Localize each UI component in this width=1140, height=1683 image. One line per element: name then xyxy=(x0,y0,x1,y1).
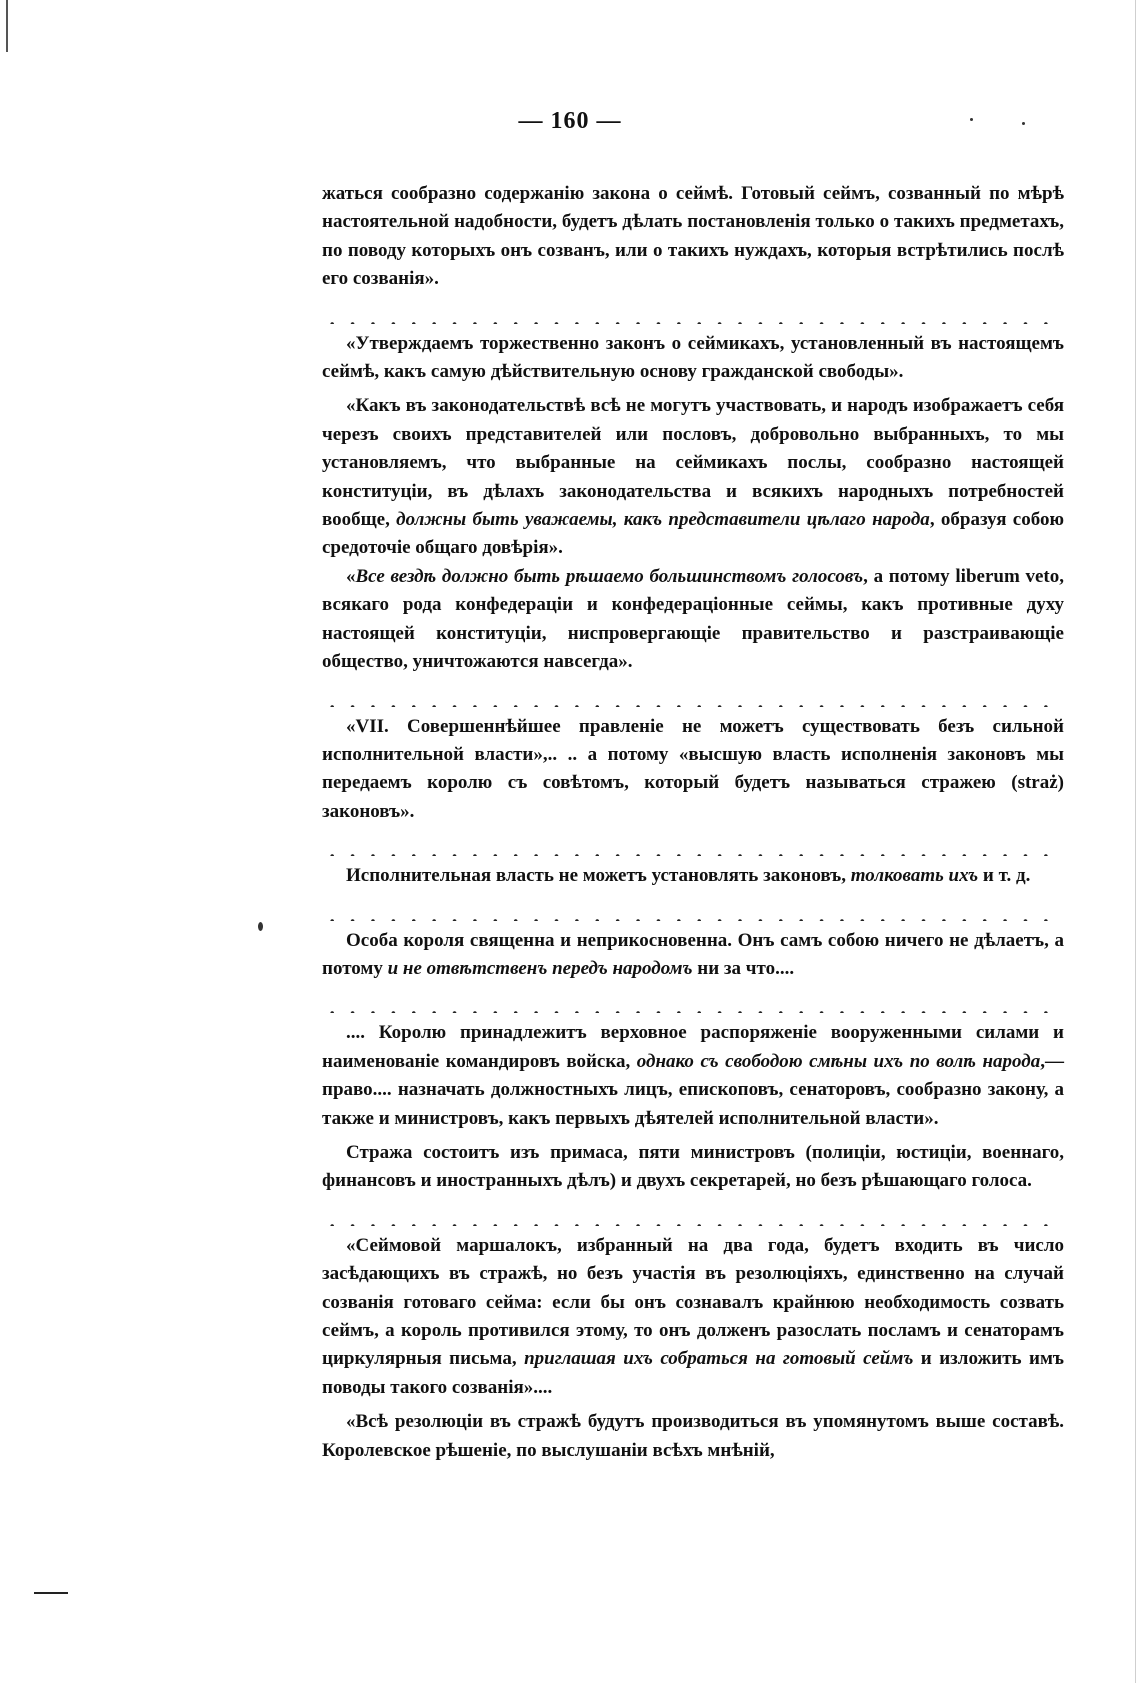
paragraph-6 xyxy=(322,862,1064,890)
text-run: и изложить имъ поводы такого созванія».... xyxy=(322,1348,1064,1398)
paragraph-3 xyxy=(322,392,1064,562)
paragraph-5 xyxy=(322,713,1064,827)
scan-edge-right xyxy=(1135,0,1136,1683)
margin-dash xyxy=(34,1592,68,1594)
text-run: .... Королю принадлежитъ верховное распоряженіе вооруженными силами и наименованіе командировъ войска, xyxy=(322,1022,1064,1072)
text-run: «Всѣ резолюціи въ стражѣ будутъ производиться въ упомянутомъ выше составѣ. Королевское рѣшеніе, по выслушаніи всѣхъ мнѣній, xyxy=(322,1411,1064,1461)
paragraph-10 xyxy=(322,1232,1064,1402)
text-run-italic: толковать ихъ xyxy=(850,865,979,887)
paragraph-4 xyxy=(322,563,1064,677)
paragraph-8 xyxy=(322,1019,1064,1133)
text-run: ,—право.... назначать должностныхъ лицъ, епископовъ, сенаторовъ, сообразно закону, а также и министровъ, какъ первыхъ дѣятелей исполнительной власти». xyxy=(322,1050,1064,1129)
text-run-italic: приглашая ихъ собраться на готовый сеймъ xyxy=(524,1348,914,1370)
scan-edge-left xyxy=(6,0,8,52)
text-run: , а потому liberum veto, всякаго рода конфедераціи и конфедераціонные сеймы, какъ противные духу настоящей конституціи, ниспровергающіе правительство и разстраивающіе общество, уничтожаются навсегда». xyxy=(322,565,1064,673)
text-run: , образуя собою средоточіе общаго довѣрія». xyxy=(322,509,1065,559)
text-run: «Сеймовой маршалокъ, избранный на два года, будетъ входить въ число засѣдающихъ въ стражѣ, но безъ участія въ резолюціяхъ, единственно на случай созванія готоваго сейма: если бы онъ сознавалъ крайнюю необходимость созвать сеймъ, а король противился этому, то онъ долженъ разослать посламъ и сенаторамъ циркулярныя письма, xyxy=(322,1234,1064,1370)
paragraph-7 xyxy=(322,927,1064,984)
text-run: Особа короля священна и неприкосновенна. Онъ самъ собою ничего не дѣлаетъ, а потому xyxy=(322,929,1064,979)
paragraph-11 xyxy=(322,1408,1064,1465)
ellipsis-divider xyxy=(322,985,1064,1013)
text-run: Стража состоитъ изъ примаса, пяти министровъ (полиціи, юстиціи, военнаго, финансовъ и иностранныхъ дѣлъ) и двухъ секретарей, но безъ рѣшающаго голоса. xyxy=(322,1141,1064,1192)
text-run-italic: Все вездѣ должно быть рѣшаемо большинствомъ голосовъ xyxy=(355,565,864,587)
ellipsis-divider xyxy=(322,679,1064,707)
text-run-italic: и не отвѣтственъ передъ народомъ xyxy=(387,957,693,979)
text-run: Исполнительная власть не можетъ установлять законовъ, xyxy=(346,865,851,887)
paragraph-1 xyxy=(322,180,1064,294)
text-run-italic: однако съ свободою смѣны ихъ по волѣ народа xyxy=(636,1050,1041,1072)
paragraph-9 xyxy=(322,1139,1064,1196)
ellipsis-divider xyxy=(322,296,1064,324)
text-run: и т. д. xyxy=(978,865,1031,887)
ellipsis-divider xyxy=(322,828,1064,856)
text-run: « xyxy=(346,565,356,587)
scan-speck xyxy=(258,922,263,931)
text-run: жаться сообразно содержанію закона о сеймѣ. Готовый сеймъ, созванный по мѣрѣ настоятельной надобности, будетъ дѣлать постановленія только о такихъ предметахъ, по поводу которыхъ онъ созванъ, или о такихъ нуждахъ, которыя встрѣтились послѣ его созванія». xyxy=(322,183,1064,290)
text-column xyxy=(322,180,1064,1465)
ellipsis-divider xyxy=(322,893,1064,921)
paragraph-2 xyxy=(322,330,1064,387)
text-run: ни за что.... xyxy=(692,957,795,979)
text-run: «Какъ въ законодательствѣ всѣ не могутъ участвовать, и народъ изображаетъ себя черезъ своихъ представителей или пословъ, добровольно выбранныхъ, то мы установляемъ, что выбранные на сеймикахъ послы, сообразно настоящей конституціи, въ дѣлахъ законодательства и всякихъ народныхъ потребностей вообще, xyxy=(322,395,1064,531)
ellipsis-divider xyxy=(322,1198,1064,1226)
text-run-italic: должны быть уважаемы, какъ представители цѣлаго народа xyxy=(396,509,930,531)
text-run: «VII. Совершеннѣйшее правленіе не можетъ существовать безъ сильной исполнительной власти»,.. .. а потому «высшую власть исполненія законовъ мы передаемъ королю съ совѣтомъ, который будетъ называться стражею (straż) законовъ». xyxy=(322,715,1064,822)
page-number: — 160 — xyxy=(518,108,622,134)
text-run: «Утверждаемъ торжественно законъ о сеймикахъ, установленный въ настоящемъ сеймѣ, какъ самую дѣйствительную основу гражданской свободы». xyxy=(322,332,1064,383)
